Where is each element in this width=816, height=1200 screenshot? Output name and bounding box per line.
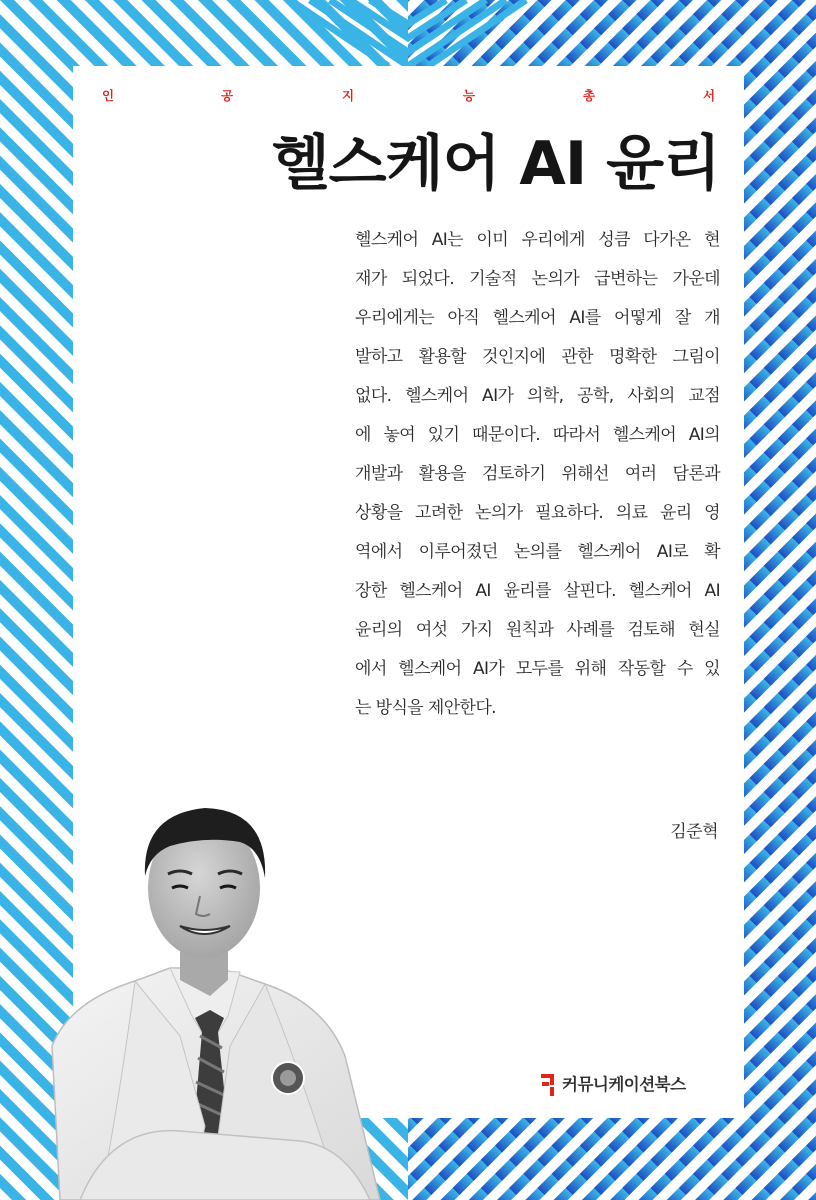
description-line: 장한 헬스케어 AI 윤리를 살핀다. 헬스케어 AI bbox=[355, 581, 720, 601]
description-line: 재가 되었다. 기술적 논의가 급변하는 가운데 bbox=[355, 269, 720, 289]
description-line: 발하고 활용할 것인지에 관한 명확한 그림이 bbox=[355, 347, 720, 367]
author-name: 김준혁 bbox=[670, 822, 718, 842]
description-line: 없다. 헬스케어 AI가 의학, 공학, 사회의 교점 bbox=[355, 386, 720, 406]
series-name bbox=[73, 84, 744, 108]
description-line: 우리에게는 아직 헬스케어 AI를 어떻게 잘 개 bbox=[355, 308, 720, 328]
series-char: 총 bbox=[582, 88, 596, 103]
description-line: 역에서 이루어졌던 논의를 헬스케어 AI로 확 bbox=[355, 542, 720, 562]
description-line: 에서 헬스케어 AI가 모두를 위해 작동할 수 있 bbox=[355, 659, 720, 679]
description-line: 상황을 고려한 논의가 필요하다. 의료 윤리 영 bbox=[355, 503, 720, 523]
series-char: 능 bbox=[462, 88, 476, 103]
series-char: 서 bbox=[702, 88, 716, 103]
publisher-name: 커뮤니케이션북스 bbox=[562, 1075, 686, 1094]
description-line: 개발과 활용을 검토하기 위해선 여러 담론과 bbox=[355, 464, 720, 484]
publisher-mark-icon bbox=[539, 1071, 557, 1097]
series-char: 인 bbox=[101, 88, 115, 103]
description-line: 는 방식을 제안한다. bbox=[355, 698, 496, 718]
description-line: 에 놓여 있기 때문이다. 따라서 헬스케어 AI의 bbox=[355, 425, 720, 445]
author-photo bbox=[40, 796, 390, 1200]
series-char: 지 bbox=[341, 88, 355, 103]
publisher-logo bbox=[536, 1068, 726, 1102]
series-char: 공 bbox=[220, 88, 234, 103]
description-line: 헬스케어 AI는 이미 우리에게 성큼 다가온 현 bbox=[355, 230, 720, 250]
book-title: 헬스케어 AI 윤리 bbox=[271, 129, 720, 199]
description-line: 윤리의 여섯 가지 원칙과 사례를 검토해 현실 bbox=[355, 620, 720, 640]
